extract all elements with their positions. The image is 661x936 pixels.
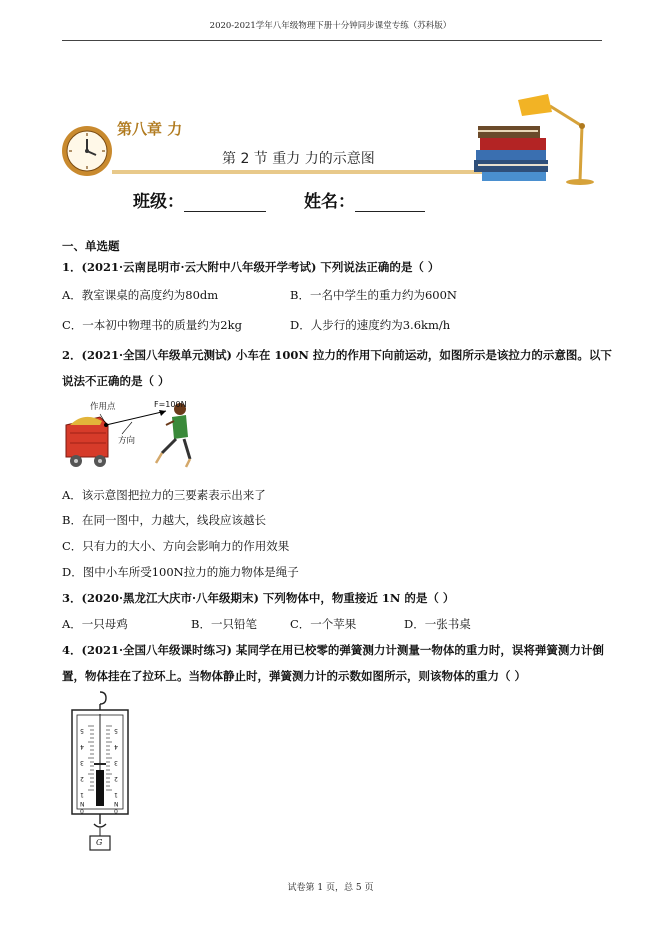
q4-stem-line2: 置，物体挂在了拉环上。当物体静止时，弹簧测力计的示数如图所示，则该物体的重力（ ） [62, 669, 526, 683]
q1-option-c: C．一本初中物理书的质量约为2kg [62, 318, 242, 332]
name-label: 姓名： [304, 192, 355, 212]
scale-unit-right: N [114, 800, 119, 807]
q2-figure [62, 397, 202, 471]
q1-option-b: B．一名中学生的重力约为600N [290, 288, 457, 302]
scale-numbers-left: 0 1 2 3 4 5 [80, 727, 84, 814]
q2-option-d: D．图中小车所受100N拉力的施力物体是绳子 [62, 565, 299, 579]
q2-option-c: C．只有力的大小、方向会影响力的作用效果 [62, 539, 290, 553]
q4-stem-line1: 4．(2021·全国八年级课时练习) 某同学在用已校零的弹簧测力计测量一物体的重力时，误将弹簧测力计倒 [62, 643, 604, 657]
q3-option-b: B．一只铅笔 [191, 617, 257, 631]
q3-option-a: A．一只母鸡 [62, 617, 128, 631]
q1-option-d: D．人步行的速度约为3.6km/h [290, 318, 451, 332]
class-label: 班级： [133, 192, 184, 212]
q3-option-c: C．一个苹果 [290, 617, 357, 631]
q2-stem-line1: 2．(2021·全国八年级单元测试) 小车在 100N 拉力的作用下向前运动，如图所示是该拉力的示意图。以下 [62, 348, 612, 362]
spring-scale-drawing [68, 690, 132, 860]
name-field [304, 187, 425, 212]
fig-label-direction: 方向 [118, 436, 136, 446]
weight-label: G [96, 838, 103, 847]
chapter-title: 第八章 力 [117, 120, 183, 138]
q2-stem-line2: 说法不正确的是（ ） [62, 374, 170, 388]
header-divider [62, 40, 602, 41]
class-field [133, 187, 266, 212]
page-header-title: 2020-2021学年八年级物理下册十分钟同步课堂专练（苏科版） [209, 21, 452, 31]
fig-label-force: F=100N [154, 400, 187, 409]
q2-option-b: B．在同一图中，力越大，线段应该越长 [62, 513, 266, 527]
banner-bar [112, 170, 482, 174]
q3-option-d: D．一张书桌 [404, 617, 471, 631]
q1-stem: 1．(2021·云南昆明市·云大附中八年级开学考试) 下列说法正确的是（ ） [62, 260, 440, 274]
section-title: 第 2 节 重力 力的示意图 [222, 151, 375, 167]
q2-option-a: A．该示意图把拉力的三要素表示出来了 [62, 488, 266, 502]
books-lamp-icon [470, 86, 600, 186]
fig-label-point: 作用点 [90, 402, 116, 412]
clock-icon [60, 124, 114, 178]
class-blank[interactable] [184, 195, 266, 212]
spring-scale-figure [68, 690, 132, 860]
page-footer: 试卷第 1 页，总 5 页 [287, 883, 374, 893]
q3-stem: 3．(2020·黑龙江大庆市·八年级期末) 下列物体中，物重接近 1N 的是（ ） [62, 591, 455, 605]
scale-numbers-right: 0 1 2 3 4 5 [114, 727, 118, 814]
scale-unit-left: N [80, 800, 85, 807]
name-blank[interactable] [355, 195, 425, 212]
part-heading: 一、单选题 [62, 239, 120, 253]
q1-option-a: A．教室课桌的高度约为80dm [62, 288, 219, 302]
